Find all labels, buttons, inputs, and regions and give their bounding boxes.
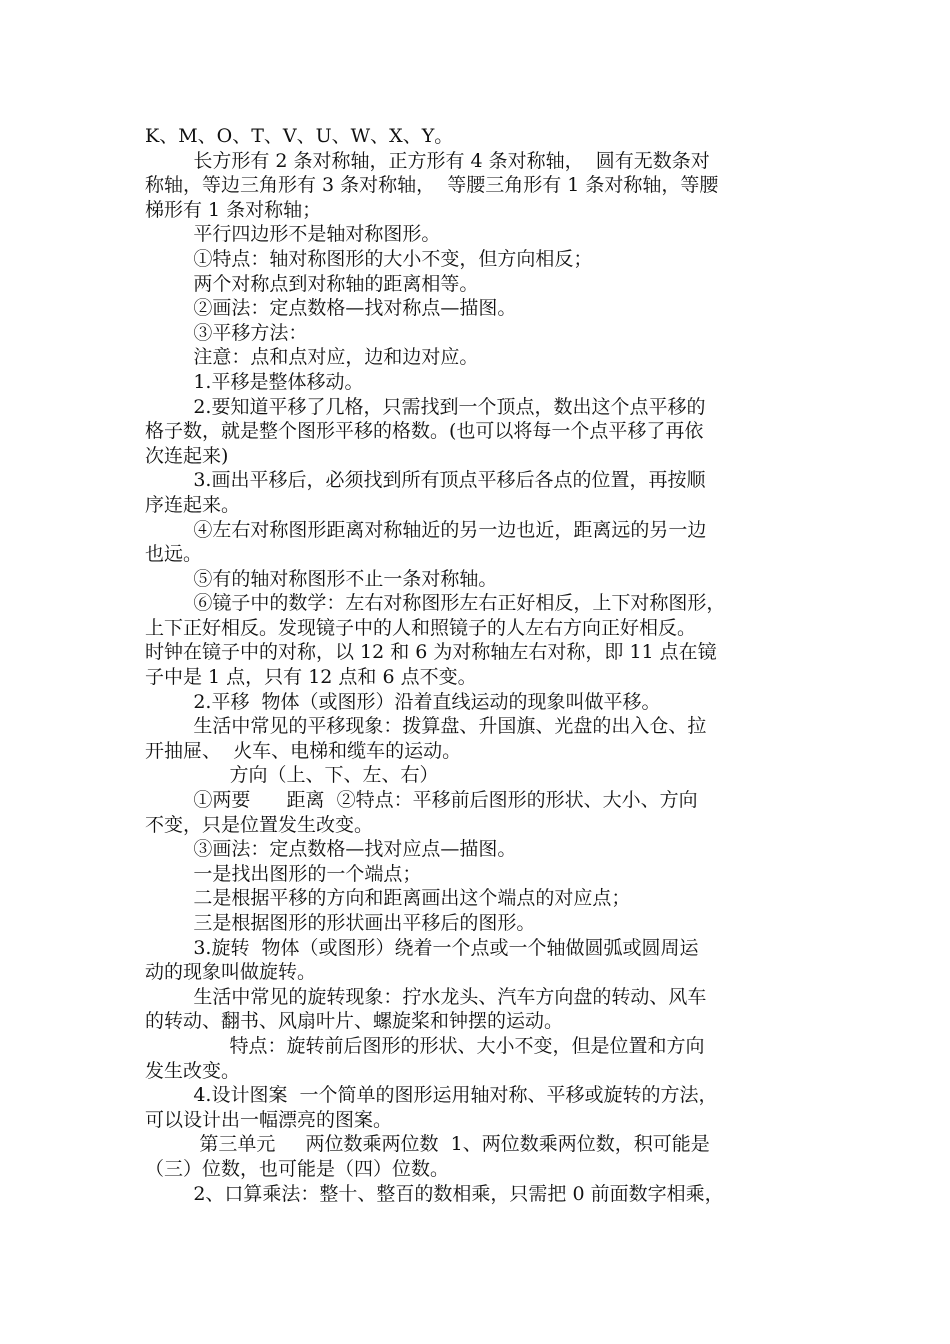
text-line: ①两要 距离 ②特点：平移前后图形的形状、大小、方向 xyxy=(145,789,698,812)
text-line: ④左右对称图形距离对称轴近的另一边也近，距离远的另一边 xyxy=(145,518,707,541)
text-line: 生活中常见的旋转现象：拧水龙头、汽车方向盘的转动、风车 xyxy=(145,985,707,1008)
text-line: 3.画出平移后，必须找到所有顶点平移后各点的位置，再按顺 xyxy=(145,469,706,492)
text-line: 1.平移是整体移动。 xyxy=(145,370,364,393)
text-line: 不变，只是位置发生改变。 xyxy=(145,813,374,836)
text-line: 也远。 xyxy=(145,543,203,566)
text-line: 生活中常见的平移现象：拨算盘、升国旗、光盘的出入仓、拉 xyxy=(145,715,707,738)
text-line: 可以设计出一幅漂亮的图案。 xyxy=(145,1108,393,1131)
text-line: ②画法：定点数格—找对称点—描图。 xyxy=(145,297,517,320)
text-line: K、M、O、T、V、U、W、X、Y。 xyxy=(145,125,454,147)
text-line: 次连起来) xyxy=(145,444,229,467)
text-line: 格子数，就是整个图形平移的格数。(也可以将每一个点平移了再依 xyxy=(145,420,704,443)
text-line: 上下正好相反。发现镜子中的人和照镜子的人左右方向正好相反。 xyxy=(145,616,697,639)
text-line: 开抽屉、 火车、电梯和缆车的运动。 xyxy=(145,739,462,762)
text-line: ③画法：定点数格—找对应点—描图。 xyxy=(145,838,517,861)
text-line: 2.要知道平移了几格，只需找到一个顶点，数出这个点平移的 xyxy=(145,395,706,418)
text-line: 两个对称点到对称轴的距离相等。 xyxy=(145,272,479,295)
text-line: 2、口算乘法：整十、整百的数相乘，只需把 0 前面数字相乘， xyxy=(145,1182,724,1205)
text-line: 特点：旋转前后图形的形状、大小不变，但是位置和方向 xyxy=(145,1034,705,1057)
text-line: 动的现象叫做旋转。 xyxy=(145,961,317,984)
text-line: 方向（上、下、左、右） xyxy=(145,764,439,787)
text-line: 梯形有 1 条对称轴； xyxy=(145,198,322,221)
text-line: 称轴，等边三角形有 3 条对称轴， 等腰三角形有 1 条对称轴，等腰 xyxy=(145,174,719,197)
text-line: ⑥镜子中的数学：左右对称图形左右正好相反，上下对称图形， xyxy=(145,592,726,615)
text-line: 的转动、翻书、风扇叶片、螺旋桨和钟摆的运动。 xyxy=(145,1010,564,1033)
document-body xyxy=(145,124,825,1206)
text-line: ①特点：轴对称图形的大小不变，但方向相反； xyxy=(145,247,593,270)
text-line: 三是根据图形的形状画出平移后的图形。 xyxy=(145,912,536,934)
text-line: 二是根据平移的方向和距离画出这个端点的对应点； xyxy=(145,887,631,910)
text-line: 平行四边形不是轴对称图形。 xyxy=(145,223,441,246)
text-line: （三）位数，也可能是（四）位数。 xyxy=(145,1157,450,1180)
text-line: ⑤有的轴对称图形不止一条对称轴。 xyxy=(145,567,498,590)
text-line: 发生改变。 xyxy=(145,1059,241,1082)
text-line: 注意：点和点对应，边和边对应。 xyxy=(145,346,479,369)
text-line: 长方形有 2 条对称轴，正方形有 4 条对称轴， 圆有无数条对 xyxy=(145,149,710,172)
text-line: 一是找出图形的一个端点； xyxy=(145,862,422,885)
text-line: 序连起来。 xyxy=(145,493,241,516)
text-line: 子中是 1 点，只有 12 点和 6 点不变。 xyxy=(145,666,477,689)
text-line: 第三单元 两位数乘两位数 1、两位数乘两位数，积可能是 xyxy=(145,1133,710,1156)
text-line: 3.旋转 物体（或图形）绕着一个点或一个轴做圆弧或圆周运 xyxy=(145,936,699,959)
text-line: 4.设计图案 一个简单的图形运用轴对称、平移或旋转的方法， xyxy=(145,1084,718,1107)
text-line: ③平移方法： xyxy=(145,321,308,344)
text-line: 时钟在镜子中的对称，以 12 和 6 为对称轴左右对称，即 11 点在镜 xyxy=(145,641,717,664)
text-line: 2.平移 物体（或图形）沿着直线运动的现象叫做平移。 xyxy=(145,690,661,713)
